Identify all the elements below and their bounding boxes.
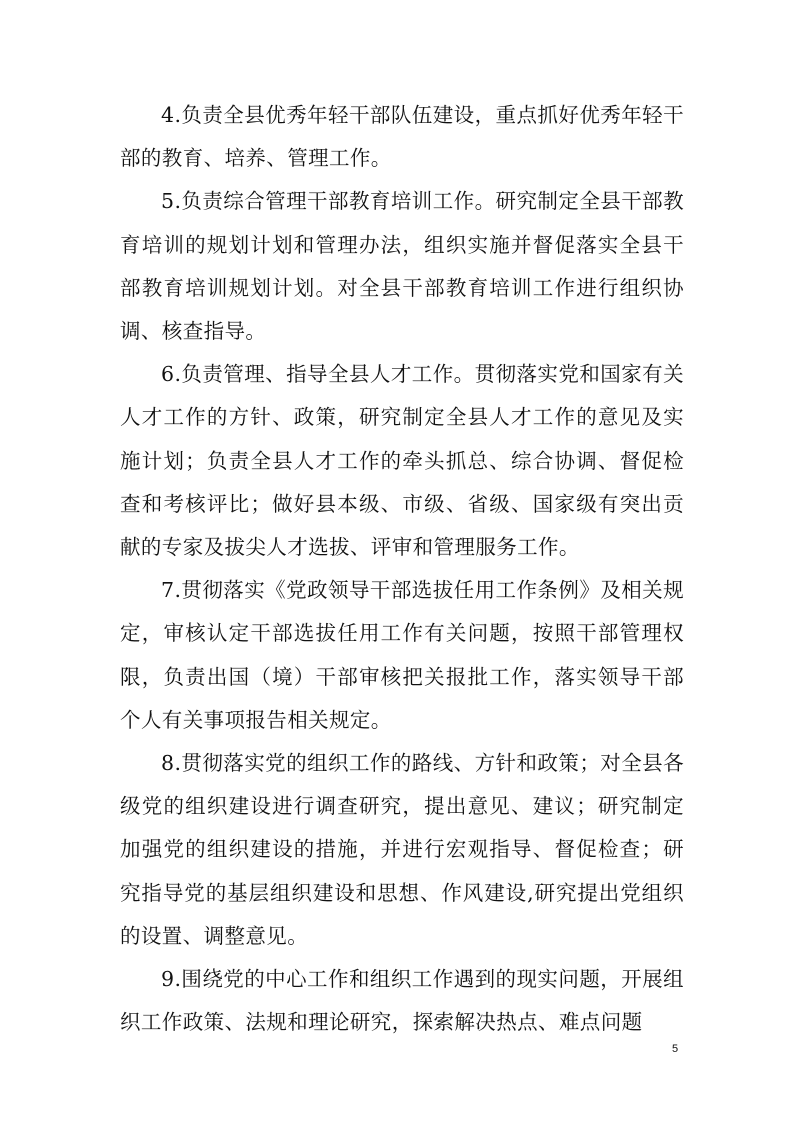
paragraph-item-5: 5.负责综合管理干部教育培训工作。研究制定全县干部教育培训的规划计划和管理办法，组织实施并督促落实全县干部教育培训规划计划。对全县干部教育培训工作进行组织协调、核查指导。: [120, 189, 684, 344]
document-body: [120, 94, 684, 1044]
paragraph-item-7: 7.贯彻落实《党政领导干部选拔任用工作条例》及相关规定，审核认定干部选拔任用工作有关问题，按照干部管理权限，负责出国（境）干部审核把关报批工作，落实领导干部个人有关事项报告相关规定。: [120, 578, 684, 732]
paragraph-item-4: 4.负责全县优秀年轻干部队伍建设，重点抓好优秀年轻干部的教育、培养、管理工作。: [120, 103, 684, 171]
paragraph-item-8: 8.贯彻落实党的组织工作的路线、方针和政策；对全县各级党的组织建设进行调查研究，提出意见、建议；研究制定加强党的组织建设的措施，并进行宏观指导、督促检查；研究指导党的基层组织建设和思想、作风建设,研究提出党组织的设置、调整意见。: [120, 751, 684, 948]
paragraph-item-9: 9.围绕党的中心工作和组织工作遇到的现实问题，开展组织工作政策、法规和理论研究，探索解决热点、难点问题: [120, 967, 684, 1035]
page-number: 5: [671, 1043, 679, 1055]
paragraph-item-6: 6.负责管理、指导全县人才工作。贯彻落实党和国家有关人才工作的方针、政策，研究制定全县人才工作的意见及实施计划；负责全县人才工作的牵头抓总、综合协调、督促检查和考核评比；做好县本级、市级、省级、国家级有突出贡献的专家及拔尖人才选拔、评审和管理服务工作。: [120, 362, 684, 560]
